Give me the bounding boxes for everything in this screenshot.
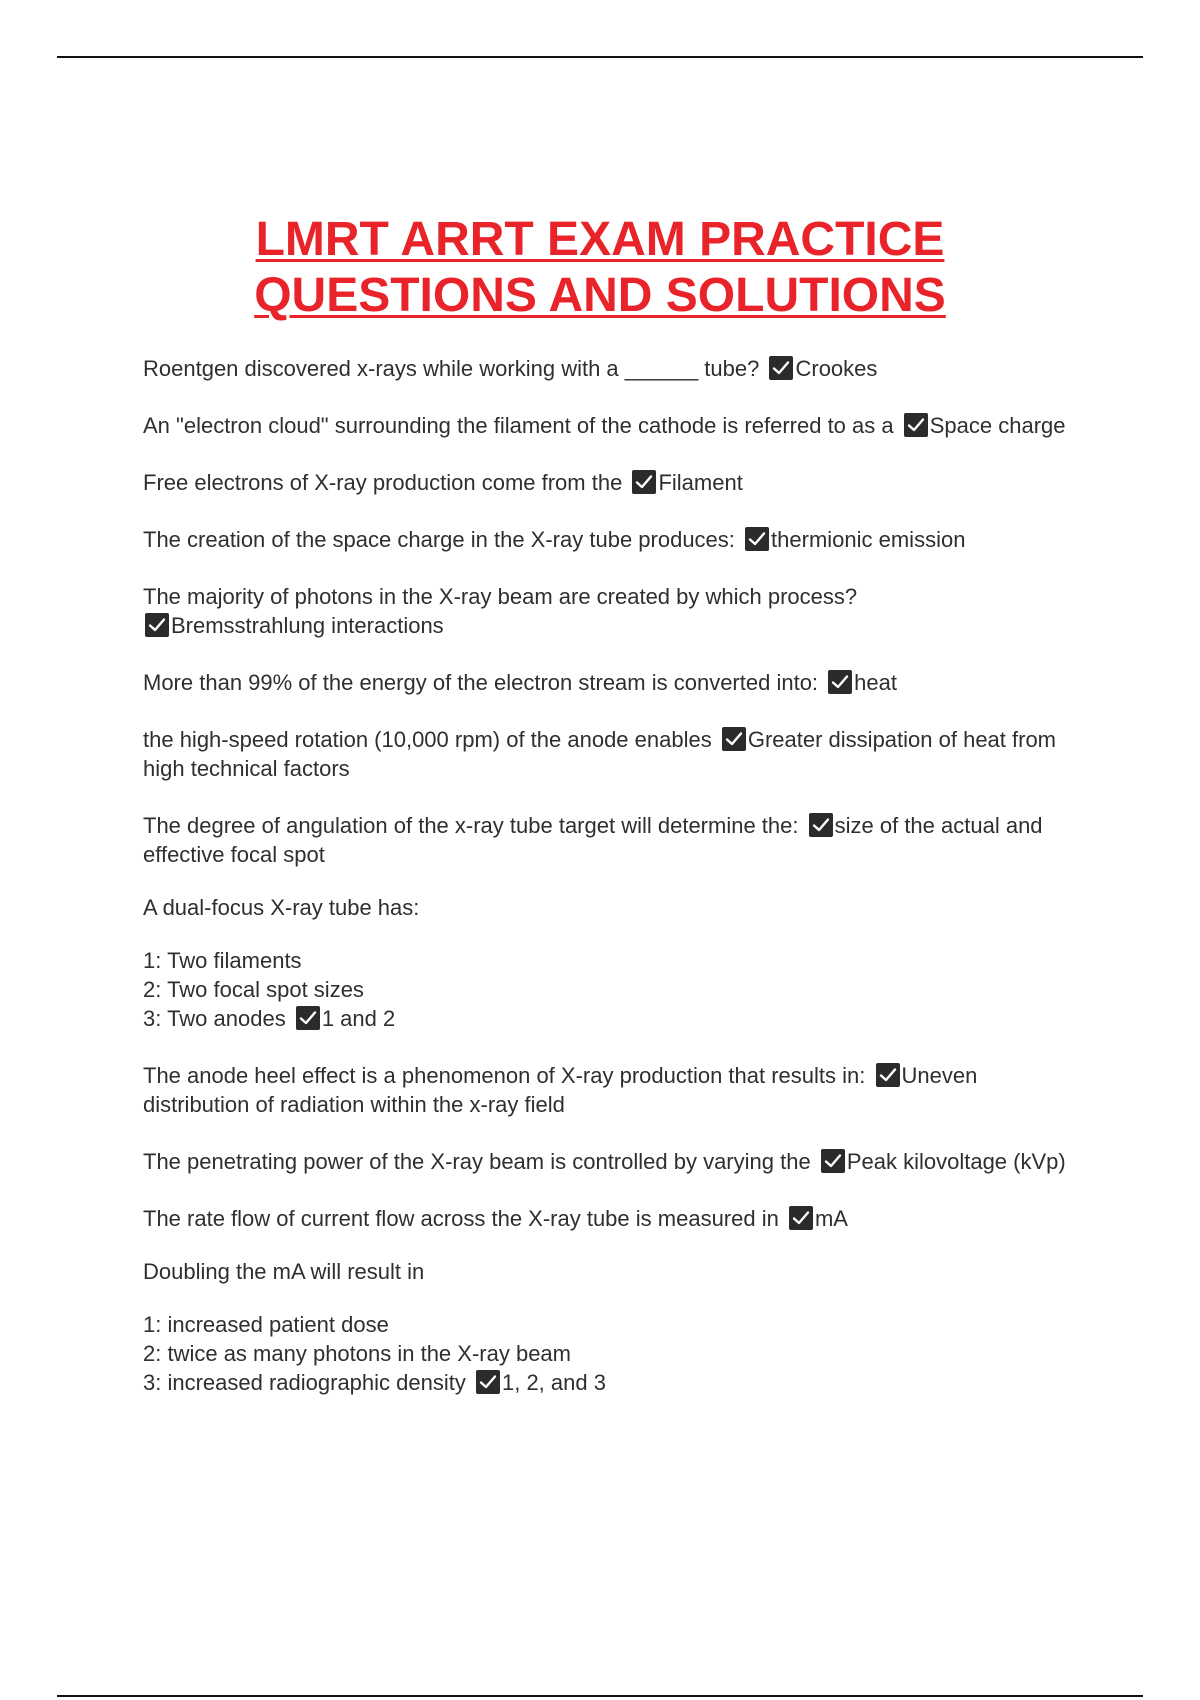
question-text: The anode heel effect is a phenomenon of X-ray production that results in:	[143, 1063, 866, 1088]
answer-text: Space charge	[929, 413, 1066, 438]
option-line: 1: increased patient dose	[143, 1312, 389, 1337]
checkbox-checked-icon	[789, 1206, 813, 1230]
question-text: The degree of angulation of the x-ray tube target will determine the:	[143, 813, 799, 838]
qa-item	[143, 354, 1068, 383]
qa-item-multi	[143, 893, 1068, 922]
checkbox-checked-icon	[876, 1063, 900, 1087]
answer-text: heat	[854, 670, 897, 695]
qa-item-multi	[143, 1257, 1068, 1286]
qa-item	[143, 725, 1068, 783]
qa-list	[143, 354, 1068, 1425]
answer-text: Greater dissipation of heat from high technical factors	[143, 727, 1057, 781]
option-list	[143, 946, 1068, 1033]
checkbox-checked-icon	[476, 1370, 500, 1394]
question-text: The creation of the space charge in the X-ray tube produces:	[143, 527, 735, 552]
option-line: 3: Two anodes	[143, 1006, 286, 1031]
answer-text: mA	[814, 1206, 848, 1231]
answer-text: Crookes	[795, 356, 878, 381]
qa-item	[143, 411, 1068, 440]
checkbox-checked-icon	[769, 356, 793, 380]
answer-text: 1 and 2	[321, 1006, 396, 1031]
qa-item	[143, 668, 1068, 697]
option-line: 2: twice as many photons in the X-ray beam	[143, 1341, 571, 1366]
top-rule	[57, 56, 1143, 58]
question-text: The majority of photons in the X-ray beam are created by which process?	[143, 584, 858, 609]
question-text: More than 99% of the energy of the electron stream is converted into:	[143, 670, 819, 695]
answer-text: Peak kilovoltage (kVp)	[846, 1149, 1066, 1174]
question-text: the high-speed rotation (10,000 rpm) of the anode enables	[143, 727, 712, 752]
page-title	[0, 212, 1200, 324]
answer-text: Filament	[658, 470, 743, 495]
checkbox-checked-icon	[632, 470, 656, 494]
checkbox-checked-icon	[745, 527, 769, 551]
qa-item	[143, 1147, 1068, 1176]
option-line: 1: Two filaments	[143, 948, 302, 973]
answer-text: Uneven distribution of radiation within the x-ray field	[143, 1063, 978, 1117]
answer-text: 1, 2, and 3	[501, 1370, 606, 1395]
checkbox-checked-icon	[821, 1149, 845, 1173]
qa-item	[143, 525, 1068, 554]
bottom-rule	[57, 1695, 1143, 1697]
question-text: Roentgen discovered x-rays while working with a ______ tube?	[143, 356, 760, 381]
question-text: An "electron cloud" surrounding the filament of the cathode is referred to as a	[143, 413, 894, 438]
question-text: Free electrons of X-ray production come from the	[143, 470, 623, 495]
qa-item	[143, 811, 1068, 869]
qa-item	[143, 468, 1068, 497]
checkbox-checked-icon	[904, 413, 928, 437]
qa-item	[143, 1204, 1068, 1233]
option-list	[143, 1310, 1068, 1397]
option-line: 3: increased radiographic density	[143, 1370, 466, 1395]
option-line: 2: Two focal spot sizes	[143, 977, 364, 1002]
checkbox-checked-icon	[809, 813, 833, 837]
title-line-2: QUESTIONS AND SOLUTIONS	[254, 269, 946, 322]
answer-text: Bremsstrahlung interactions	[171, 613, 444, 638]
checkbox-checked-icon	[145, 613, 169, 637]
answer-text: size of the actual and effective focal spot	[143, 813, 1043, 867]
qa-item	[143, 582, 1068, 640]
checkbox-checked-icon	[828, 670, 852, 694]
title-line-1: LMRT ARRT EXAM PRACTICE	[255, 213, 945, 266]
question-text: A dual-focus X-ray tube has:	[143, 895, 420, 920]
question-text: The rate flow of current flow across the X-ray tube is measured in	[143, 1206, 779, 1231]
qa-item	[143, 1061, 1068, 1119]
checkbox-checked-icon	[296, 1006, 320, 1030]
checkbox-checked-icon	[722, 727, 746, 751]
question-text: The penetrating power of the X-ray beam is controlled by varying the	[143, 1149, 811, 1174]
question-text: Doubling the mA will result in	[143, 1259, 425, 1284]
answer-text: thermionic emission	[771, 527, 966, 552]
